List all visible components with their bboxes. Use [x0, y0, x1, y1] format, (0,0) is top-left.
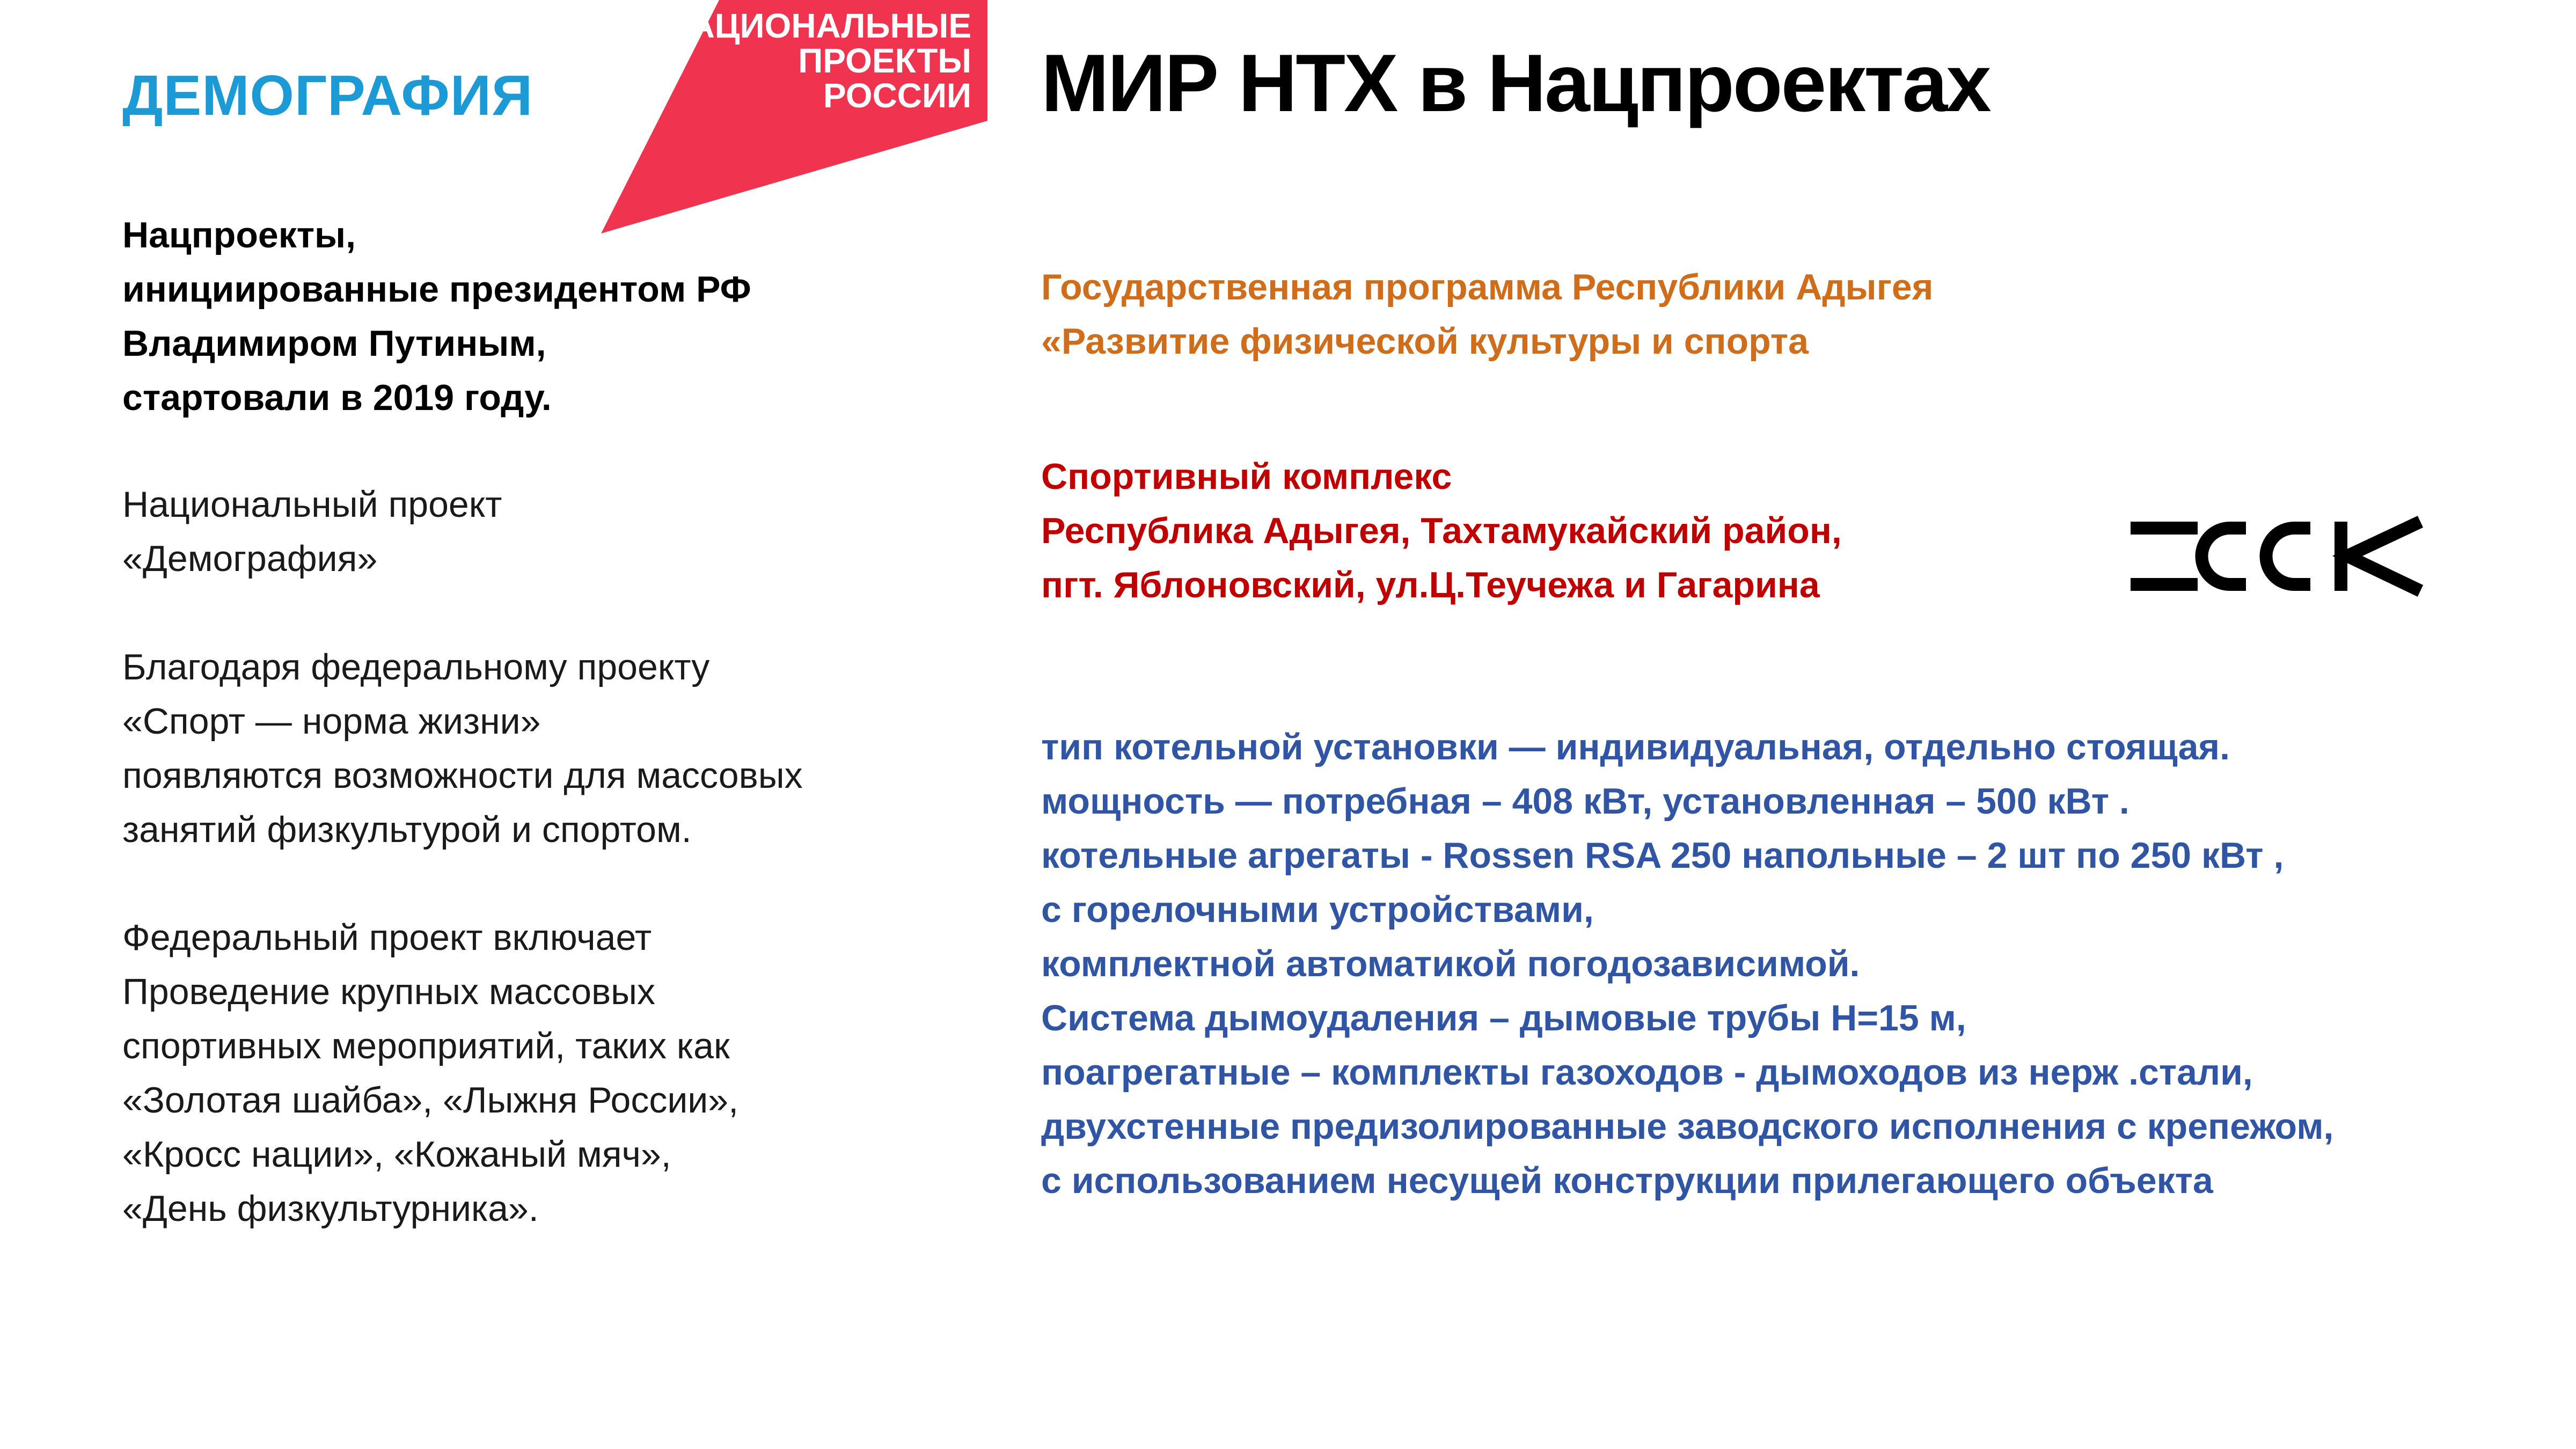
events-line: спортивных мероприятий, таких как — [122, 1026, 730, 1066]
specs-line: котельные агрегаты - Rossen RSA 250 напольные – 2 шт по 250 кВт , — [1041, 835, 2284, 876]
logo-line-3: РОССИИ — [823, 76, 971, 115]
logo-bar-bottom — [2131, 578, 2198, 591]
events-line: Федеральный проект включает — [122, 917, 652, 958]
events-line: «День физкультурника». — [122, 1188, 539, 1229]
complex-line: Республика Адыгея, Тахтамукайский район, — [1041, 510, 1842, 551]
intro-line: стартовали в 2019 году. — [122, 377, 552, 418]
logo-line-1: НАЦИОНАЛЬНЫЕ — [665, 6, 971, 45]
complex-line: пгт. Яблоновский, ул.Ц.Теучежа и Гагарина — [1041, 565, 1820, 605]
specs-line: мощность — потребная – 408 кВт, установленная – 500 кВт . — [1041, 781, 2129, 822]
intro-text — [122, 208, 751, 425]
logo-line-2: ПРОЕКТЫ — [798, 41, 971, 80]
specs-line: двухстенные предизолированные заводского исполнения с крепежом, — [1041, 1106, 2334, 1147]
specs-line: с горелочными устройствами, — [1041, 889, 1594, 930]
logo-bar-top — [2131, 522, 2198, 535]
program-line: «Развитие физической культуры и спорта — [1041, 321, 1809, 362]
intro-line: Владимиром Путиным, — [122, 323, 546, 364]
events-line: «Золотая шайба», «Лыжня России», — [122, 1080, 738, 1121]
sport-line: Благодаря федеральному проекту — [122, 647, 710, 687]
intro-line: Нацпроекты, — [122, 215, 356, 255]
sport-text — [122, 640, 803, 857]
sport-line: появляются возможности для массовых — [122, 755, 803, 796]
program-line: Государственная программа Республики Адыгея — [1041, 267, 1934, 308]
specs-line: поагрегатные – комплекты газоходов - дымоходов из нерж .стали, — [1041, 1052, 2253, 1093]
specs-line: тип котельной установки — индивидуальная, отдельно стоящая. — [1041, 727, 2230, 767]
specs-text — [1041, 720, 2333, 1208]
project-text — [122, 478, 502, 586]
project-line: «Демография» — [122, 538, 378, 579]
logo-c-first — [2202, 528, 2246, 584]
logo-k-arms — [2347, 522, 2420, 591]
project-line: Национальный проект — [122, 484, 502, 525]
logo-c-second — [2266, 528, 2311, 584]
company-logo-icon — [2131, 510, 2426, 601]
events-text — [122, 911, 738, 1236]
intro-line: инициированные президентом РФ — [122, 269, 751, 310]
specs-line: с использованием несущей конструкции прилегающего объекта — [1041, 1160, 2213, 1201]
section-label: ДЕМОГРАФИЯ — [122, 64, 533, 127]
complex-line: Спортивный комплекс — [1041, 456, 1452, 497]
program-text — [1041, 260, 1933, 369]
complex-text — [1041, 450, 1842, 612]
specs-line: Система дымоудаления – дымовые трубы Н=15 м, — [1041, 998, 1966, 1038]
events-line: Проведение крупных массовых — [122, 971, 656, 1012]
national-projects-logo — [601, 0, 987, 241]
sport-line: занятий физкультурой и спортом. — [122, 809, 692, 850]
specs-line: комплектной автоматикой погодозависимой. — [1041, 943, 1860, 984]
events-line: «Кросс нации», «Кожаный мяч», — [122, 1134, 671, 1175]
sport-line: «Спорт — норма жизни» — [122, 701, 541, 742]
slide-title: МИР НТХ в Нацпроектах — [1041, 38, 1990, 129]
